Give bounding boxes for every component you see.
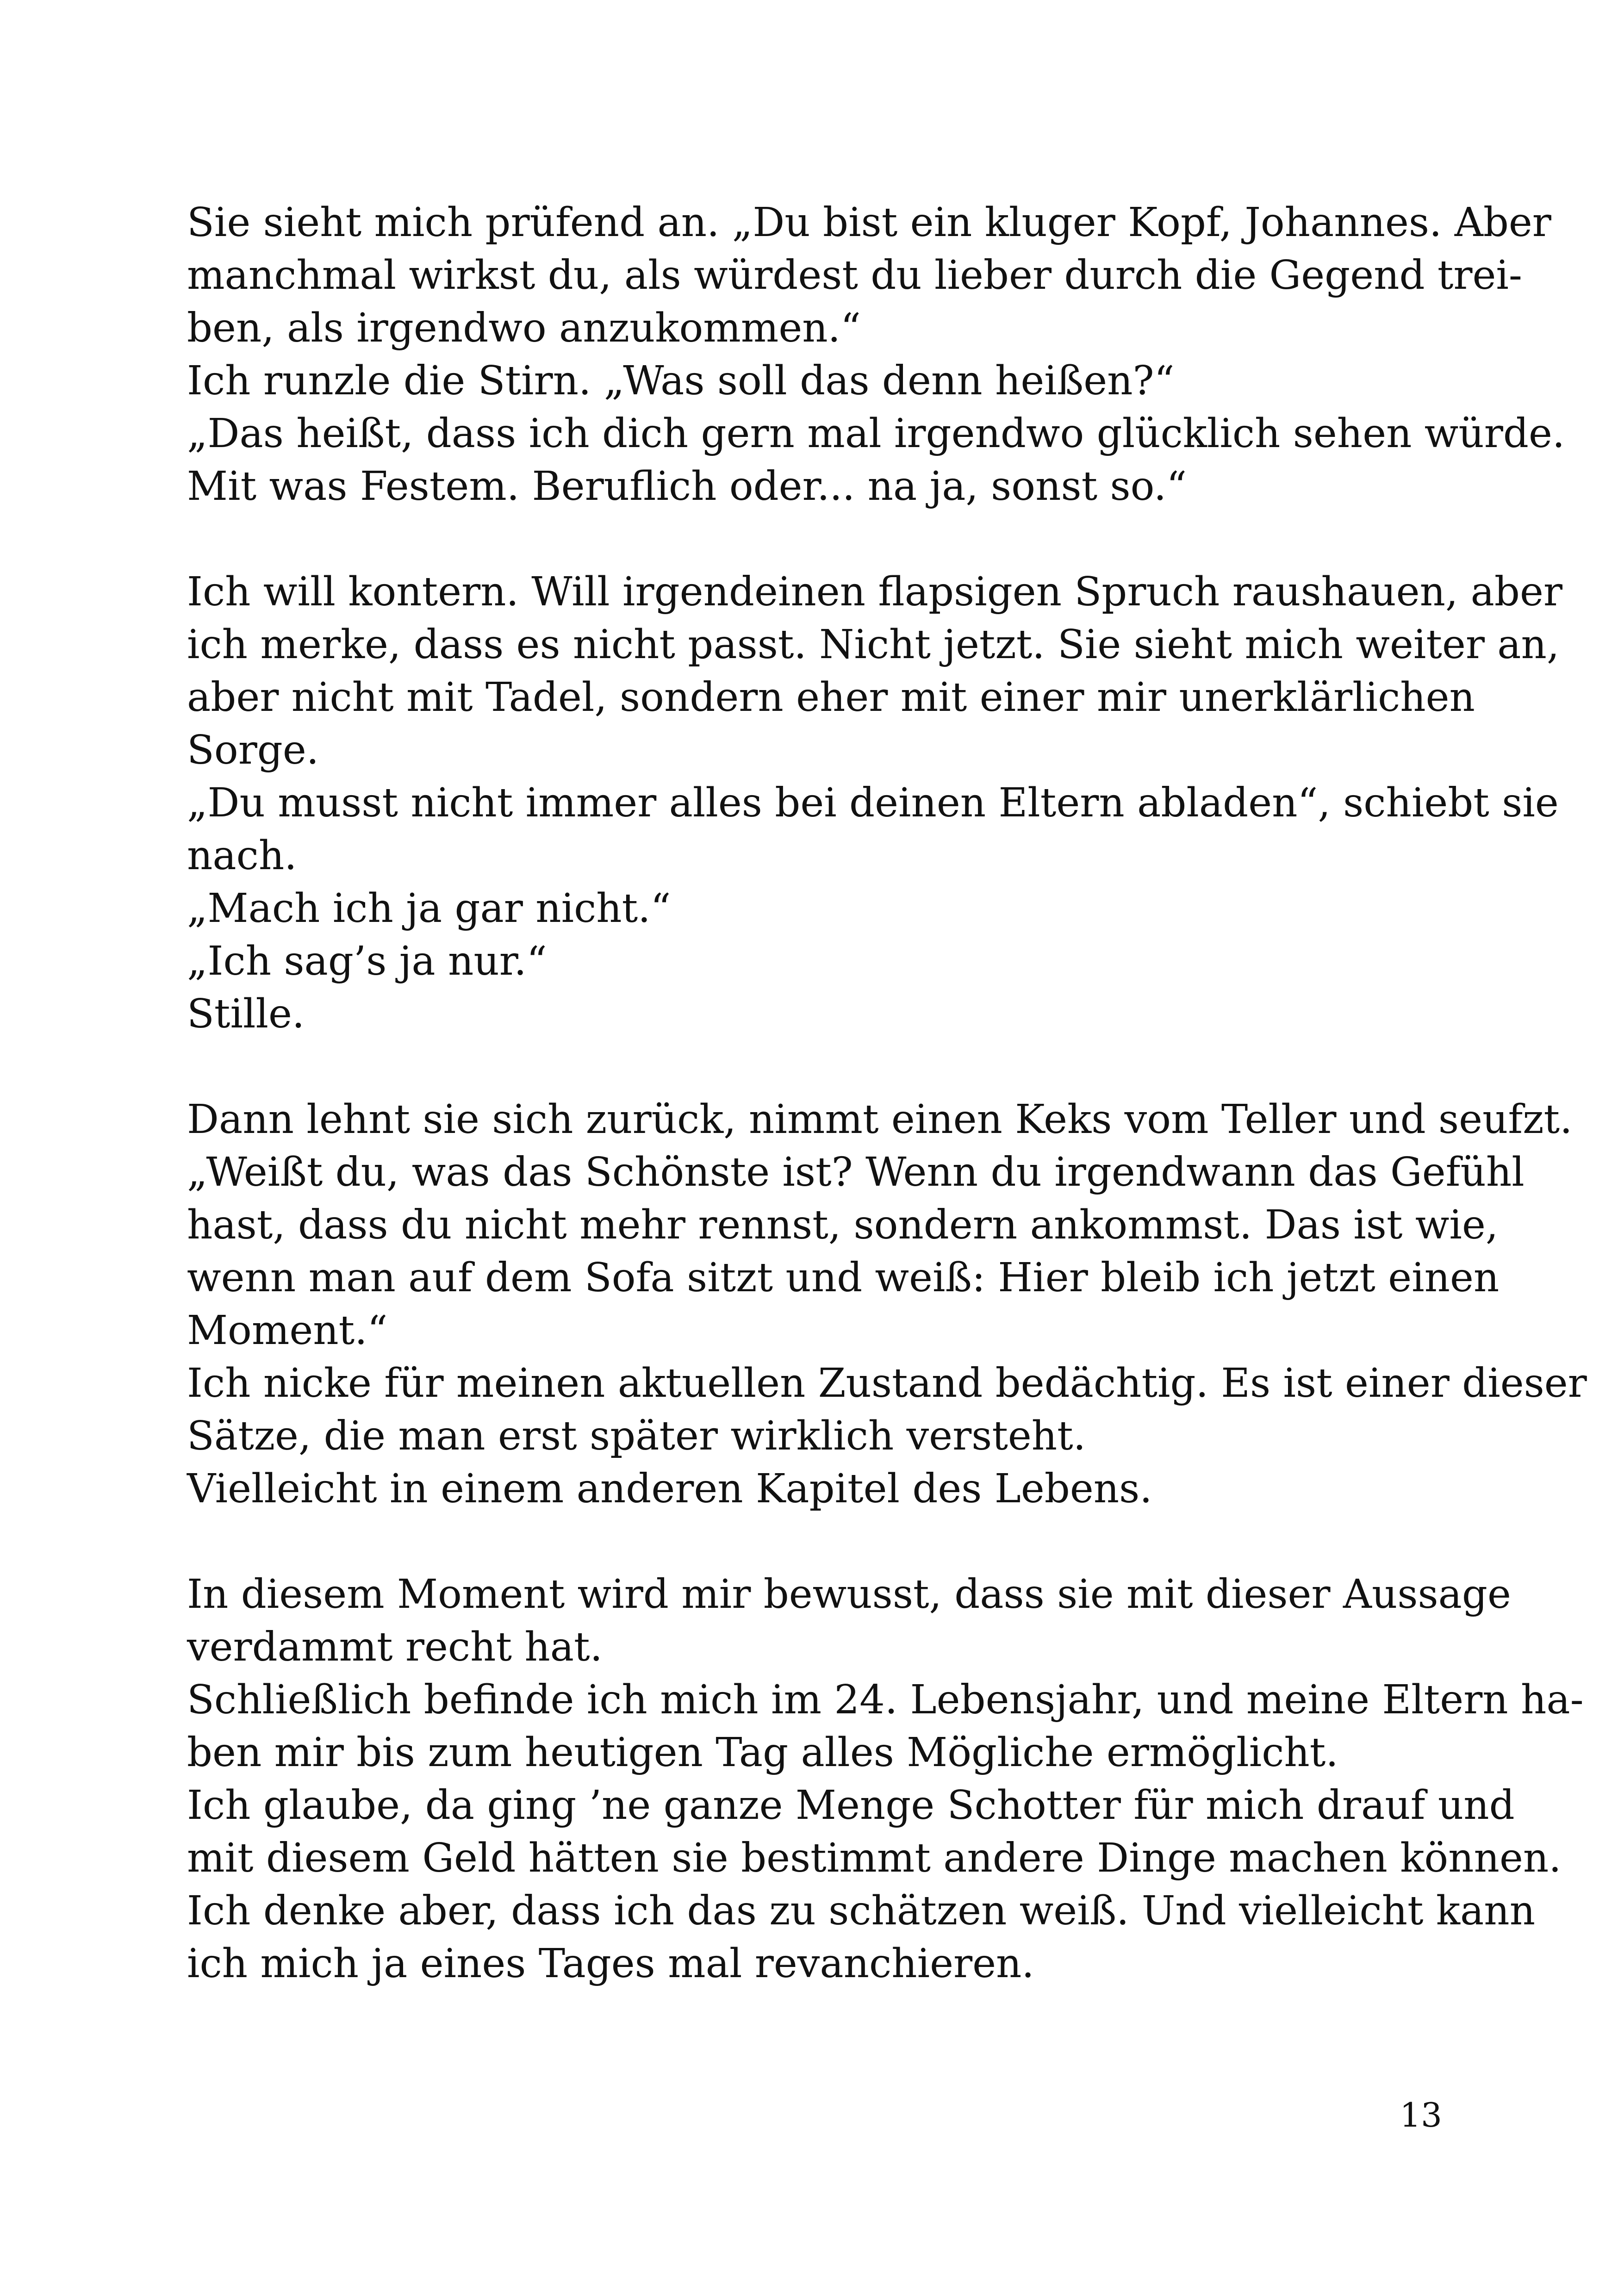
text-line: ben mir bis zum heutigen Tag alles Mögliche ermöglicht. — [187, 1730, 1338, 1776]
text-line: verdammt recht hat. — [187, 1624, 603, 1670]
text-line: Sorge. — [187, 727, 319, 773]
text-line: aber nicht mit Tadel, sondern eher mit einer mir unerklärlichen — [187, 674, 1475, 721]
text-line: Vielleicht in einem anderen Kapitel des Lebens. — [187, 1466, 1152, 1512]
text-line: In diesem Moment wird mir bewusst, dass sie mit dieser Aussage — [187, 1571, 1511, 1618]
text-line: „Ich sag’s ja nur.“ — [187, 938, 547, 984]
paragraph-gap — [187, 513, 1442, 566]
text-line: „Das heißt, dass ich dich gern mal irgendwo glücklich sehen würde. — [187, 411, 1565, 457]
text-line: Ich will kontern. Will irgendeinen flapsigen Spruch raushauen, aber — [187, 569, 1562, 615]
text-line: Mit was Festem. Beruflich oder... na ja, sonst so.“ — [187, 463, 1187, 510]
text-line: Sie sieht mich prüfend an. „Du bist ein kluger Kopf, Johannes. Aber — [187, 199, 1551, 246]
body-text — [187, 196, 1587, 1990]
text-line: „Du musst nicht immer alles bei deinen Eltern abladen“, schiebt sie — [187, 780, 1559, 826]
text-line: mit diesem Geld hätten sie bestimmt andere Dinge machen können. — [187, 1835, 1562, 1881]
text-line: Ich glaube, da ging ’ne ganze Menge Schotter für mich drauf und — [187, 1782, 1515, 1829]
text-line: Stille. — [187, 991, 305, 1037]
text-line: ich mich ja eines Tages mal revanchieren. — [187, 1941, 1034, 1987]
text-line: ben, als irgendwo anzukommen.“ — [187, 305, 861, 351]
text-line: Moment.“ — [187, 1307, 388, 1354]
text-line: Ich runzle die Stirn. „Was soll das denn heißen?“ — [187, 358, 1175, 404]
text-line: Ich nicke für meinen aktuellen Zustand bedächtig. Es ist einer dieser — [187, 1360, 1587, 1406]
text-line: nach. — [187, 833, 297, 879]
text-line: ich merke, dass es nicht passt. Nicht jetzt. Sie sieht mich weiter an, — [187, 622, 1560, 668]
text-line: Dann lehnt sie sich zurück, nimmt einen Keks vom Teller und seufzt. — [187, 1096, 1573, 1143]
text-line: hast, dass du nicht mehr rennst, sondern ankommst. Das ist wie, — [187, 1202, 1499, 1248]
text-line: Ich denke aber, dass ich das zu schätzen weiß. Und vielleicht kann — [187, 1888, 1536, 1934]
paragraph-gap — [187, 1040, 1442, 1093]
text-line: manchmal wirkst du, als würdest du lieber durch die Gegend trei- — [187, 252, 1522, 299]
text-line: wenn man auf dem Sofa sitzt und weiß: Hier bleib ich jetzt einen — [187, 1255, 1500, 1301]
text-line: Sätze, die man erst später wirklich versteht. — [187, 1413, 1086, 1459]
page-number: 13 — [1400, 2096, 1442, 2134]
text-line: „Weißt du, was das Schönste ist? Wenn du irgendwann das Gefühl — [187, 1149, 1525, 1195]
paragraph-gap — [187, 1515, 1442, 1568]
text-line: „Mach ich ja gar nicht.“ — [187, 885, 671, 932]
text-line: Schließlich befinde ich mich im 24. Lebensjahr, und meine Eltern ha- — [187, 1677, 1584, 1723]
